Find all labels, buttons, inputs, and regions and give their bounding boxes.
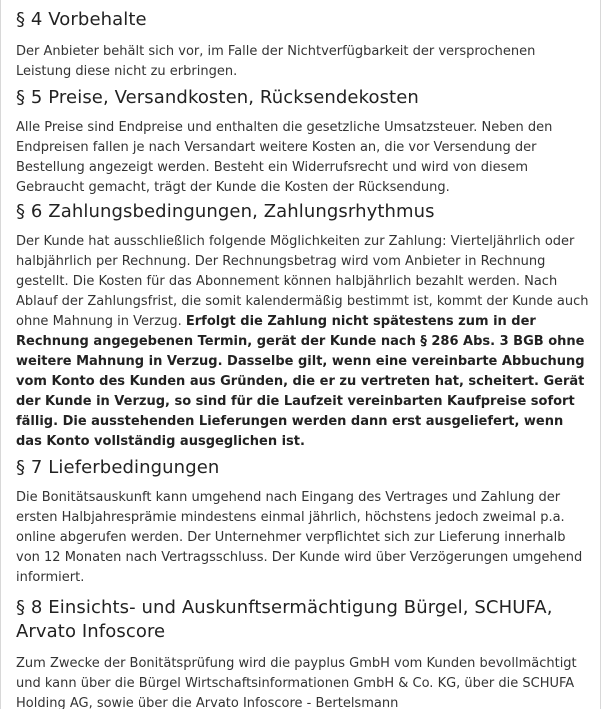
section-6	[16, 200, 590, 452]
section-5	[16, 86, 590, 198]
section-heading: § 5 Preise, Versandkosten, Rücksendekosten	[16, 87, 419, 108]
section-paragraph: Alle Preise sind Endpreise und enthalten die gesetzliche Umsatzsteuer. Neben den Endpreisen fallen je nach Versandart weitere Kosten an, die vor Versendung der Bestellung angezeigt werden. Besteht ein Widerrufsrecht und wird von diesem Gebraucht gemacht, trägt der Kunde die Kosten der Rücksendung.	[16, 120, 553, 195]
section-4	[16, 8, 590, 82]
section-paragraph-regular: Der Kunde hat ausschließlich folgende Möglichkeiten zur Zahlung: Vierteljährlich oder halbjährlich per Rechnung. Der Rechnungsbetrag wird vom Anbieter in Rechnung gestellt. Die Kosten für das Abonnement können halbjährlich bezahlt werden. Nach Ablauf der Zahlungsfrist, die somit kalendermäßig bestimmt ist, kommt der Kunde auch ohne Mahnung in Verzug.	[16, 234, 589, 329]
section-paragraph: Die Bonitätsauskunft kann umgehend nach Eingang des Vertrages und Zahlung der ersten Halbjahresprämie mindestens einmal jährlich, höchstens jedoch zweimal p.a. online abgerufen werden. Der Unternehmer verpflichtet sich zur Lieferung innerhalb von 12 Monaten nach Vertragsschluss. Der Kunde wird über Verzögerungen umgehend informiert.	[16, 490, 583, 585]
section-paragraph: Der Anbieter behält sich vor, im Falle der Nichtverfügbarkeit der versprochenen Leistung diese nicht zu erbringen.	[16, 44, 536, 79]
section-heading: § 6 Zahlungsbedingungen, Zahlungsrhythmus	[16, 201, 435, 222]
section-heading: § 4 Vorbehalte	[16, 9, 147, 30]
section-heading: § 8 Einsichts- und Auskunftsermächtigung Bürgel, SCHUFA, Arvato Infoscore	[16, 597, 553, 642]
section-paragraph	[16, 232, 590, 452]
section-paragraph: Zum Zwecke der Bonitätsprüfung wird die payplus GmbH vom Kunden bevollmächtigt und kann über die Bürgel Wirtschaftsinformationen GmbH & Co. KG, über die SCHUFA Holding AG, sowie über die Arvato Infoscore - Bertelsmann	[16, 656, 577, 709]
terms-content	[1, 0, 600, 709]
section-7	[16, 456, 590, 588]
section-heading: § 7 Lieferbedingungen	[16, 457, 220, 478]
section-paragraph-bold: Erfolgt die Zahlung nicht spätestens zum in der Rechnung angegebenen Termin, gerät der Kunde nach § 286 Abs. 3 BGB ohne weitere Mahnung in Verzug. Dasselbe gilt, wenn eine vereinbarte Abbuchung vom Konto des Kunden aus Gründen, die er zu vertreten hat, scheitert. Gerät der Kunde in Verzug, so sind für die Laufzeit vereinbarten Kaufpreise sofort fällig. Die ausstehenden Lieferungen werden dann erst ausgeliefert, wenn das Konto vollständig ausgeglichen ist.	[16, 314, 585, 449]
section-8	[16, 596, 590, 709]
